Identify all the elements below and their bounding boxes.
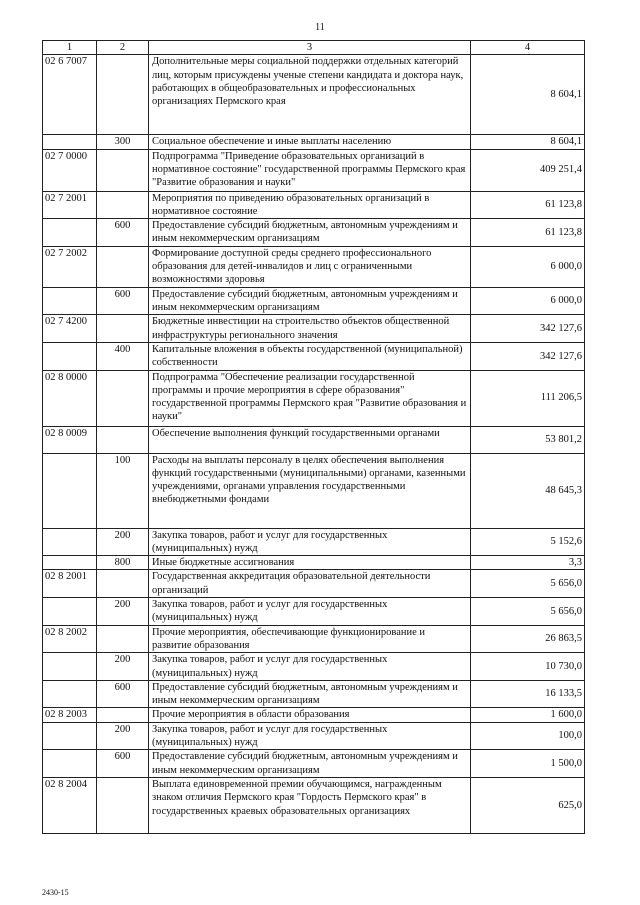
table-row xyxy=(43,653,585,681)
row-name: Обеспечение выполнения функций государственными органами xyxy=(149,426,471,453)
row-amount: 8 604,1 xyxy=(471,55,585,135)
row-expense-type xyxy=(97,191,149,219)
table-row xyxy=(43,219,585,247)
table-row xyxy=(43,570,585,598)
table-row xyxy=(43,598,585,626)
table-row xyxy=(43,342,585,370)
row-code: 02 7 2002 xyxy=(43,246,97,287)
table-row xyxy=(43,370,585,426)
row-amount: 5 152,6 xyxy=(471,528,585,556)
row-name: Предоставление субсидий бюджетным, автономным учреждениям и иным некоммерческим организациям xyxy=(149,750,471,778)
table-row xyxy=(43,426,585,453)
footer-document-code: 2430-15 xyxy=(42,888,69,897)
row-expense-type: 100 xyxy=(97,453,149,528)
row-name: Бюджетные инвестиции на строительство объектов общественной инфраструктуры регионального значения xyxy=(149,315,471,343)
row-amount: 61 123,8 xyxy=(471,219,585,247)
row-expense-type xyxy=(97,55,149,135)
row-expense-type xyxy=(97,149,149,191)
row-expense-type xyxy=(97,246,149,287)
table-row xyxy=(43,750,585,778)
row-name: Иные бюджетные ассигнования xyxy=(149,556,471,570)
table-row xyxy=(43,55,585,135)
table-row xyxy=(43,453,585,528)
table-row xyxy=(43,680,585,708)
page-number: 11 xyxy=(315,22,325,33)
row-name: Предоставление субсидий бюджетным, автономным учреждениям и иным некоммерческим организациям xyxy=(149,219,471,247)
table-row xyxy=(43,556,585,570)
row-expense-type xyxy=(97,625,149,653)
column-header-1: 1 xyxy=(43,41,97,55)
row-amount: 26 863,5 xyxy=(471,625,585,653)
row-name: Закупка товаров, работ и услуг для государственных (муниципальных) нужд xyxy=(149,528,471,556)
column-header-2: 2 xyxy=(97,41,149,55)
row-amount: 342 127,6 xyxy=(471,315,585,343)
row-expense-type: 800 xyxy=(97,556,149,570)
row-expense-type xyxy=(97,708,149,722)
row-code xyxy=(43,653,97,681)
row-code xyxy=(43,722,97,750)
row-amount: 53 801,2 xyxy=(471,426,585,453)
row-amount: 100,0 xyxy=(471,722,585,750)
table-header-row xyxy=(43,41,585,55)
row-code: 02 8 2002 xyxy=(43,625,97,653)
row-name: Социальное обеспечение и иные выплаты населению xyxy=(149,135,471,149)
budget-table xyxy=(42,40,585,834)
row-amount: 5 656,0 xyxy=(471,598,585,626)
table-row xyxy=(43,287,585,315)
row-expense-type: 600 xyxy=(97,680,149,708)
table-row xyxy=(43,722,585,750)
row-expense-type: 200 xyxy=(97,722,149,750)
row-expense-type xyxy=(97,570,149,598)
row-amount: 1 500,0 xyxy=(471,750,585,778)
row-name: Подпрограмма "Приведение образовательных организаций в нормативное состояние" государственной программы Пермского края "Развитие образования и науки" xyxy=(149,149,471,191)
table-row xyxy=(43,777,585,833)
row-name: Капитальные вложения в объекты государственной (муниципальной) собственности xyxy=(149,342,471,370)
row-name: Закупка товаров, работ и услуг для государственных (муниципальных) нужд xyxy=(149,653,471,681)
row-code: 02 8 0009 xyxy=(43,426,97,453)
column-header-4: 4 xyxy=(471,41,585,55)
row-expense-type: 200 xyxy=(97,528,149,556)
row-expense-type: 600 xyxy=(97,750,149,778)
row-amount: 342 127,6 xyxy=(471,342,585,370)
row-expense-type xyxy=(97,370,149,426)
row-amount: 10 730,0 xyxy=(471,653,585,681)
row-expense-type: 600 xyxy=(97,287,149,315)
row-amount: 61 123,8 xyxy=(471,191,585,219)
row-code xyxy=(43,556,97,570)
row-name: Мероприятия по приведению образовательных организаций в нормативное состояние xyxy=(149,191,471,219)
row-code xyxy=(43,453,97,528)
row-code: 02 8 0000 xyxy=(43,370,97,426)
row-code xyxy=(43,342,97,370)
row-code xyxy=(43,750,97,778)
row-name: Формирование доступной среды среднего профессионального образования для детей-инвалидов и лиц с ограниченными возможностями здоровья xyxy=(149,246,471,287)
row-code: 02 7 4200 xyxy=(43,315,97,343)
row-amount: 6 000,0 xyxy=(471,287,585,315)
row-name: Государственная аккредитация образовательной деятельности организаций xyxy=(149,570,471,598)
table-row xyxy=(43,191,585,219)
table-row xyxy=(43,135,585,149)
row-code xyxy=(43,219,97,247)
row-expense-type: 200 xyxy=(97,598,149,626)
row-amount: 111 206,5 xyxy=(471,370,585,426)
row-code: 02 7 2001 xyxy=(43,191,97,219)
table-row xyxy=(43,528,585,556)
row-code: 02 7 0000 xyxy=(43,149,97,191)
row-expense-type xyxy=(97,426,149,453)
table-row xyxy=(43,315,585,343)
row-amount: 5 656,0 xyxy=(471,570,585,598)
row-code: 02 8 2001 xyxy=(43,570,97,598)
table-row xyxy=(43,246,585,287)
row-code xyxy=(43,135,97,149)
row-name: Подпрограмма "Обеспечение реализации государственной программы и прочие мероприятия в сфере образования" государственной программы Пермского края "Развитие образования и науки" xyxy=(149,370,471,426)
column-header-3: 3 xyxy=(149,41,471,55)
row-name: Предоставление субсидий бюджетным, автономным учреждениям и иным некоммерческим организациям xyxy=(149,287,471,315)
row-amount: 6 000,0 xyxy=(471,246,585,287)
row-code: 02 6 7007 xyxy=(43,55,97,135)
row-expense-type: 300 xyxy=(97,135,149,149)
row-code: 02 8 2004 xyxy=(43,777,97,833)
row-amount: 625,0 xyxy=(471,777,585,833)
row-code: 02 8 2003 xyxy=(43,708,97,722)
row-name: Предоставление субсидий бюджетным, автономным учреждениям и иным некоммерческим организациям xyxy=(149,680,471,708)
row-name: Выплата единовременной премии обучающимся, награжденным знаком отличия Пермского края "Гордость Пермского края" в государственных краевых образовательных организациях xyxy=(149,777,471,833)
row-amount: 16 133,5 xyxy=(471,680,585,708)
row-name: Прочие мероприятия в области образования xyxy=(149,708,471,722)
row-expense-type: 200 xyxy=(97,653,149,681)
row-code xyxy=(43,528,97,556)
row-name: Расходы на выплаты персоналу в целях обеспечения выполнения функций государственными (муниципальными) органами, казенными учреждениями, органами управления государственными внебюджетными фондами xyxy=(149,453,471,528)
row-name: Прочие мероприятия, обеспечивающие функционирование и развитие образования xyxy=(149,625,471,653)
row-amount: 409 251,4 xyxy=(471,149,585,191)
row-code xyxy=(43,287,97,315)
table-row xyxy=(43,708,585,722)
row-code xyxy=(43,680,97,708)
row-expense-type: 600 xyxy=(97,219,149,247)
row-name: Дополнительные меры социальной поддержки отдельных категорий лиц, которым присуждены ученые степени кандидата и доктора наук, работающих в общеобразовательных и профессиональных организациях Пермского края xyxy=(149,55,471,135)
row-amount: 8 604,1 xyxy=(471,135,585,149)
row-expense-type xyxy=(97,315,149,343)
table-row xyxy=(43,149,585,191)
row-amount: 3,3 xyxy=(471,556,585,570)
row-name: Закупка товаров, работ и услуг для государственных (муниципальных) нужд xyxy=(149,598,471,626)
row-expense-type xyxy=(97,777,149,833)
row-code xyxy=(43,598,97,626)
row-name: Закупка товаров, работ и услуг для государственных (муниципальных) нужд xyxy=(149,722,471,750)
table-row xyxy=(43,625,585,653)
row-amount: 1 600,0 xyxy=(471,708,585,722)
row-amount: 48 645,3 xyxy=(471,453,585,528)
row-expense-type: 400 xyxy=(97,342,149,370)
